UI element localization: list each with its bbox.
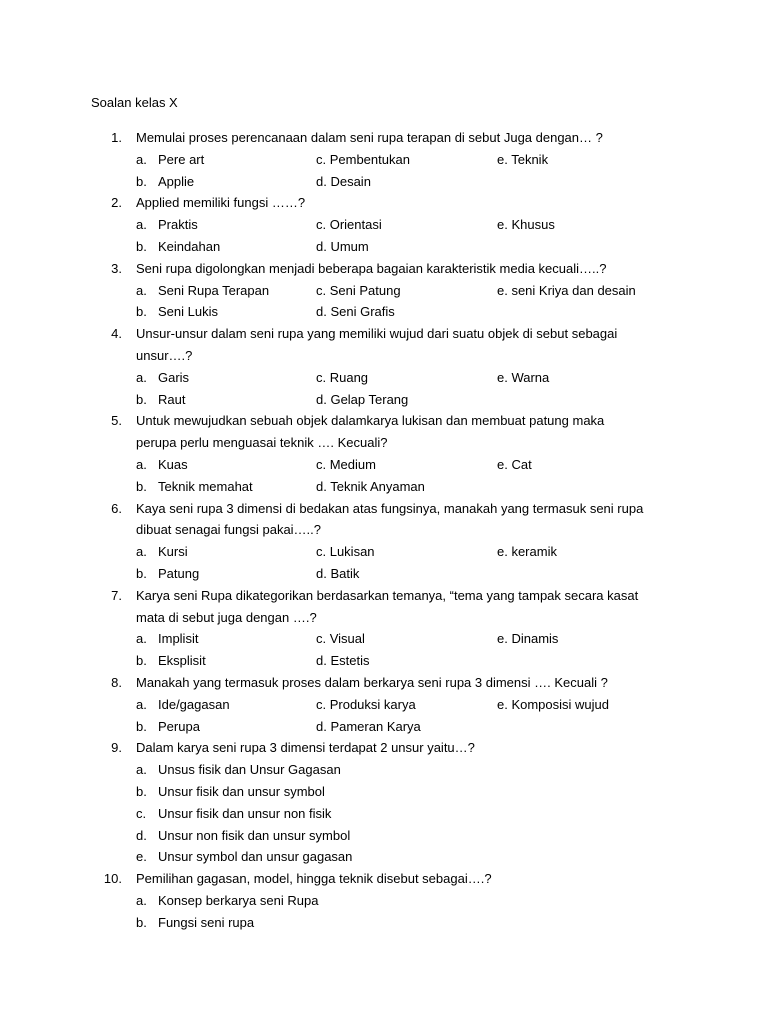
- answer-option-row: [0, 454, 768, 476]
- answer-option: [136, 781, 325, 803]
- option-text: Eksplisit: [158, 653, 206, 669]
- question-line: [0, 737, 768, 759]
- answer-option: [136, 650, 206, 672]
- answer-option: [136, 236, 220, 258]
- option-text: Keindahan: [158, 238, 221, 254]
- option-text: Unsur non fisik dan unsur symbol: [158, 827, 351, 843]
- question-text: Manakah yang termasuk proses dalam berkarya seni rupa 3 dimensi …. Kecuali ?: [136, 674, 608, 690]
- option-letter: a.: [136, 456, 147, 472]
- answer-option: c. Produksi karya: [316, 696, 416, 712]
- answer-option: [136, 541, 188, 563]
- answer-option-row: [0, 694, 768, 716]
- answer-option: e. Cat: [497, 456, 532, 472]
- answer-option-row: [0, 650, 768, 672]
- answer-option-row: [0, 389, 768, 411]
- document-title: Soalan kelas X: [91, 95, 178, 110]
- answer-option: e. seni Kriya dan desain: [497, 282, 636, 298]
- question-text: Seni rupa digolongkan menjadi beberapa bagaian karakteristik media kecuali…..?: [136, 260, 607, 276]
- option-letter: d.: [136, 827, 147, 843]
- answer-option: [136, 846, 352, 868]
- answer-option: [136, 890, 318, 912]
- answer-option: d. Desain: [316, 173, 371, 189]
- answer-option: [136, 454, 188, 476]
- option-letter: b.: [136, 391, 147, 407]
- answer-option: e. Warna: [497, 369, 550, 385]
- answer-option-row: [0, 214, 768, 236]
- option-letter: b.: [136, 478, 147, 494]
- question-text: Karya seni Rupa dikategorikan berdasarkan temanya, “tema yang tampak secara kasat: [136, 587, 639, 603]
- option-text: Applie: [158, 173, 195, 189]
- question-text: Pemilihan gagasan, model, hingga teknik disebut sebagai….?: [136, 871, 492, 887]
- option-letter: b.: [136, 653, 147, 669]
- question-item: [0, 737, 768, 868]
- answer-option: d. Estetis: [316, 653, 370, 669]
- answer-option: [136, 716, 200, 738]
- answer-option: d. Umum: [316, 238, 369, 254]
- question-text: mata di sebut juga dengan ….?: [136, 609, 317, 625]
- option-letter: b.: [136, 718, 147, 734]
- answer-option-row: [0, 476, 768, 498]
- option-text: Unsur fisik dan unsur symbol: [158, 783, 325, 799]
- question-number: 9.: [111, 740, 122, 756]
- question-text: Unsur-unsur dalam seni rupa yang memiliki wujud dari suatu objek di sebut sebagai: [136, 326, 618, 342]
- option-letter: e.: [136, 849, 147, 865]
- option-text: Kursi: [158, 544, 188, 560]
- question-item: [0, 868, 768, 933]
- answer-option: c. Seni Patung: [316, 282, 401, 298]
- question-line: [0, 345, 768, 367]
- question-number: 1.: [111, 130, 122, 145]
- option-text: Unsur fisik dan unsur non fisik: [158, 805, 332, 821]
- question-line: [0, 868, 768, 890]
- question-number: 7.: [111, 587, 122, 603]
- question-line: [0, 323, 768, 345]
- option-letter: b.: [136, 238, 147, 254]
- question-number: 4.: [111, 326, 122, 342]
- answer-option-row: [0, 846, 768, 868]
- answer-option-row: [0, 149, 768, 171]
- option-text: Kuas: [158, 456, 188, 472]
- option-text: Praktis: [158, 217, 198, 233]
- question-text: Dalam karya seni rupa 3 dimensi terdapat 2 unsur yaitu…?: [136, 740, 475, 756]
- option-text: Fungsi seni rupa: [158, 914, 255, 930]
- answer-option: [136, 476, 253, 498]
- answer-option: d. Pameran Karya: [316, 718, 421, 734]
- question-text: perupa perlu menguasai teknik …. Kecuali?: [136, 435, 388, 451]
- question-text: Applied memiliki fungsi ……?: [136, 195, 306, 211]
- question-item: [0, 323, 768, 410]
- option-letter: a.: [136, 631, 147, 647]
- question-text: dibuat senagai fungsi pakai…..?: [136, 522, 322, 538]
- answer-option-row: [0, 301, 768, 323]
- option-letter: a.: [136, 892, 147, 908]
- option-text: Patung: [158, 565, 200, 581]
- option-letter: c.: [136, 805, 147, 821]
- answer-option-row: [0, 781, 768, 803]
- option-text: Unsur symbol dan unsur gagasan: [158, 849, 353, 865]
- option-text: Konsep berkarya seni Rupa: [158, 892, 319, 908]
- answer-option: e. keramik: [497, 544, 557, 560]
- question-number: 2.: [111, 195, 122, 211]
- option-text: Ide/gagasan: [158, 696, 230, 712]
- question-line: [0, 498, 768, 520]
- answer-option-row: [0, 759, 768, 781]
- option-letter: b.: [136, 304, 147, 320]
- answer-option: c. Pembentukan: [316, 151, 410, 167]
- answer-option-row: [0, 890, 768, 912]
- question-line: [0, 258, 768, 280]
- answer-option-row: [0, 716, 768, 738]
- question-number: 8.: [111, 674, 122, 690]
- question-item: [0, 672, 768, 737]
- question-line: [0, 585, 768, 607]
- question-text: unsur….?: [136, 347, 193, 363]
- question-item: [0, 498, 768, 585]
- answer-option: c. Visual: [316, 631, 365, 647]
- answer-option: c. Orientasi: [316, 217, 382, 233]
- answer-option-row: [0, 171, 768, 193]
- option-letter: b.: [136, 565, 147, 581]
- answer-option: [136, 825, 350, 847]
- answer-option: e. Khusus: [497, 217, 555, 233]
- question-item: [0, 127, 768, 192]
- question-line: [0, 607, 768, 629]
- answer-option-row: [0, 541, 768, 563]
- answer-option: [136, 694, 230, 716]
- question-number: 3.: [111, 260, 122, 276]
- answer-option: [136, 912, 254, 934]
- question-item: [0, 585, 768, 672]
- answer-option: e. Dinamis: [497, 631, 559, 647]
- answer-option: c. Ruang: [316, 369, 369, 385]
- question-line: [0, 127, 768, 149]
- option-letter: b.: [136, 173, 147, 189]
- answer-option-row: [0, 825, 768, 847]
- question-number: 6.: [111, 500, 122, 516]
- option-text: Garis: [158, 369, 190, 385]
- answer-option: [136, 803, 331, 825]
- option-text: Perupa: [158, 718, 200, 734]
- question-number: 10.: [103, 871, 122, 887]
- answer-option: [136, 389, 185, 411]
- answer-option: e. Komposisi wujud: [497, 696, 609, 712]
- question-line: [0, 432, 768, 454]
- question-line: [0, 519, 768, 541]
- answer-option: e. Teknik: [497, 151, 549, 167]
- answer-option-row: [0, 367, 768, 389]
- answer-option: [136, 628, 198, 650]
- answer-option: [136, 214, 198, 236]
- question-text: Memulai proses perencanaan dalam seni rupa terapan di sebut Juga dengan… ?: [136, 130, 603, 145]
- answer-option-row: [0, 803, 768, 825]
- option-letter: a.: [136, 369, 147, 385]
- option-text: Seni Lukis: [158, 304, 218, 320]
- answer-option-row: [0, 563, 768, 585]
- option-text: Pere art: [158, 151, 205, 167]
- answer-option: [136, 171, 194, 193]
- option-letter: a.: [136, 282, 147, 298]
- option-letter: b.: [136, 783, 147, 799]
- answer-option: d. Seni Grafis: [316, 304, 395, 320]
- answer-option: d. Batik: [316, 565, 360, 581]
- answer-option: [136, 301, 218, 323]
- option-letter: a.: [136, 217, 147, 233]
- question-text: Untuk mewujudkan sebuah objek dalamkarya lukisan dan membuat patung maka: [136, 413, 605, 429]
- answer-option: [136, 759, 341, 781]
- answer-option: [136, 367, 189, 389]
- option-letter: a.: [136, 151, 147, 167]
- answer-option-row: [0, 912, 768, 934]
- question-list: [0, 127, 768, 933]
- option-letter: a.: [136, 762, 147, 778]
- option-text: Implisit: [158, 631, 199, 647]
- question-number: 5.: [111, 413, 122, 429]
- question-line: [0, 192, 768, 214]
- question-item: [0, 258, 768, 323]
- answer-option: d. Gelap Terang: [316, 391, 409, 407]
- option-text: Seni Rupa Terapan: [158, 282, 270, 298]
- answer-option: d. Teknik Anyaman: [316, 478, 425, 494]
- option-letter: a.: [136, 696, 147, 712]
- answer-option: c. Lukisan: [316, 544, 375, 560]
- question-line: [0, 410, 768, 432]
- answer-option-row: [0, 628, 768, 650]
- answer-option: c. Medium: [316, 456, 376, 472]
- question-item: [0, 410, 768, 497]
- answer-option: [136, 563, 199, 585]
- answer-option: [136, 280, 269, 302]
- question-item: [0, 192, 768, 257]
- option-text: Teknik memahat: [158, 478, 253, 494]
- answer-option-row: [0, 236, 768, 258]
- option-text: Unsus fisik dan Unsur Gagasan: [158, 762, 341, 778]
- question-text: Kaya seni rupa 3 dimensi di bedakan atas fungsinya, manakah yang termasuk seni rupa: [136, 500, 644, 516]
- answer-option: [136, 149, 204, 171]
- question-line: [0, 672, 768, 694]
- option-text: Raut: [158, 391, 186, 407]
- answer-option-row: [0, 280, 768, 302]
- option-letter: b.: [136, 914, 147, 930]
- option-letter: a.: [136, 544, 147, 560]
